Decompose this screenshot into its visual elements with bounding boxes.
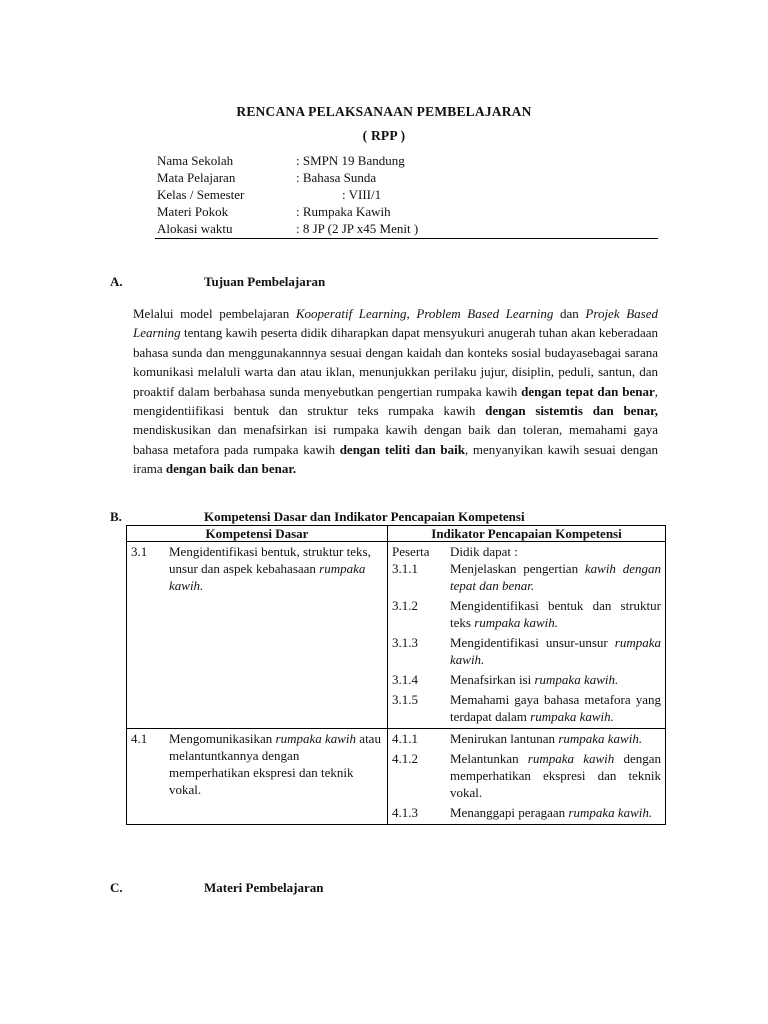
identity-label: Mata Pelajaran bbox=[157, 170, 236, 185]
text-run: Melalui model pembelajaran bbox=[133, 306, 296, 321]
text-run: , menyanyikan kawih sesuai dengan irama bbox=[133, 441, 658, 477]
indicator-item bbox=[392, 730, 661, 747]
column-header-kd: Kompetensi Dasar bbox=[127, 526, 388, 542]
text-run: , mengidentiifikasi bentuk dan struktur teks rumpaka kawih bbox=[133, 383, 658, 419]
identity-row-time bbox=[157, 220, 658, 237]
identity-value: : Bahasa Sunda bbox=[296, 170, 377, 185]
indicator-text bbox=[450, 691, 661, 725]
indicator-text bbox=[450, 560, 661, 594]
indicator-item bbox=[392, 671, 661, 688]
indicator-code: 3.1.3 bbox=[392, 635, 418, 650]
text-run: Menafsirkan isi bbox=[450, 672, 535, 687]
italic-text: kawih dengan tepat dan benar. bbox=[450, 561, 661, 593]
indicator-cell bbox=[388, 729, 666, 825]
indicator-code: 3.1.5 bbox=[392, 692, 418, 707]
text-run: Mengomunikasikan bbox=[169, 731, 276, 746]
identity-row-subject bbox=[157, 169, 658, 186]
table-row bbox=[127, 542, 666, 729]
indicator-cell bbox=[388, 542, 666, 729]
kd-cell bbox=[127, 542, 388, 729]
italic-text: rumpaka kawih. bbox=[474, 615, 558, 630]
document-subtitle: ( RPP ) bbox=[362, 128, 406, 143]
indicator-code: 4.1.3 bbox=[392, 805, 418, 820]
text-run: Memahami gaya bahasa metafora yang terdapat dalam bbox=[450, 692, 661, 724]
text-run: Menirukan lantunan bbox=[450, 731, 559, 746]
objective-paragraph bbox=[133, 304, 658, 479]
text-run: Mengidentifikasi unsur-unsur bbox=[450, 635, 615, 650]
indicator-code: 3.1.2 bbox=[392, 598, 418, 613]
table-row bbox=[127, 729, 666, 825]
text-run: tentang kawih peserta didik diharapkan dapat mensyukuri anugerah tuhan akan keberadaan bahasa sunda dan menggunakannnya sesuai dengan kaidah dan konteks sosial budayasebagai sarana komunikasi melaluli warta dan atau iklan, menunjukkan perilaku jujur, disiplin, peduli, santun, dan proaktif dalam berbahasa sunda menyebutkan pengertian rumpaka kawih bbox=[133, 325, 658, 399]
kd-text bbox=[169, 543, 383, 594]
indicator-item bbox=[392, 750, 661, 801]
identity-value: : VIII/1 bbox=[342, 187, 382, 202]
section-a-title: Tujuan Pembelajaran bbox=[204, 274, 326, 289]
identity-label: Kelas / Semester bbox=[157, 187, 245, 202]
bold-text: dengan sistemtis dan benar, bbox=[485, 403, 659, 419]
identity-label: Materi Pokok bbox=[157, 204, 229, 219]
identity-value: : Rumpaka Kawih bbox=[296, 204, 391, 219]
text-run: Melantunkan bbox=[450, 751, 528, 766]
column-header-indicator: Indikator Pencapaian Kompetensi bbox=[388, 526, 666, 542]
text-run: Menanggapi peragaan bbox=[450, 805, 569, 820]
italic-text: rumpaka kawih. bbox=[530, 709, 614, 724]
indicator-item bbox=[392, 560, 661, 594]
italic-text: Problem Based Learning bbox=[416, 306, 554, 321]
text-run: dan bbox=[553, 306, 586, 321]
indicator-text bbox=[450, 730, 661, 747]
italic-text: rumpaka kawih. bbox=[568, 805, 653, 820]
indicator-item bbox=[392, 691, 661, 725]
competency-table bbox=[126, 525, 666, 825]
indicator-code: 3.1.4 bbox=[392, 672, 418, 687]
kd-cell bbox=[127, 729, 388, 825]
identity-row-topic bbox=[157, 203, 658, 220]
italic-text: rumpaka kawih bbox=[275, 731, 357, 746]
indicator-intro bbox=[392, 543, 661, 560]
kd-code: 4.1 bbox=[131, 731, 148, 746]
indicator-code: 4.1.2 bbox=[392, 751, 418, 766]
text-run: Menjelaskan pengertian bbox=[450, 561, 585, 576]
indicator-text bbox=[450, 597, 661, 631]
indicator-text bbox=[450, 750, 661, 801]
indicator-intro-text: Didik dapat : bbox=[450, 544, 518, 559]
text-run: dengan memperhatikan ekspresi dan teknik vokal. bbox=[450, 751, 661, 800]
section-c-letter: C. bbox=[110, 880, 123, 895]
identity-value: : 8 JP (2 JP x45 Menit ) bbox=[296, 221, 419, 236]
identity-row-school bbox=[157, 152, 658, 169]
identity-value: : SMPN 19 Bandung bbox=[296, 153, 405, 168]
italic-text: Kooperatif Learning, bbox=[295, 306, 410, 321]
section-c-title: Materi Pembelajaran bbox=[204, 880, 324, 895]
identity-row-class bbox=[157, 186, 658, 203]
identity-label: Nama Sekolah bbox=[157, 153, 234, 168]
text-run: atau melantuntkannya dengan memperhatikan ekspresi dan teknik vokal. bbox=[169, 731, 381, 797]
indicator-intro-label: Peserta bbox=[392, 544, 430, 559]
section-a-letter: A. bbox=[110, 274, 123, 289]
bold-text: dengan teliti dan baik bbox=[339, 441, 465, 457]
italic-text: rumpaka kawih bbox=[527, 751, 615, 766]
bold-text: dengan baik dan benar. bbox=[165, 461, 297, 477]
indicator-item bbox=[392, 597, 661, 631]
text-run: Mengidentifikasi bentuk, struktur teks, unsur dan aspek kebahasaan bbox=[169, 544, 371, 576]
indicator-text bbox=[450, 671, 661, 688]
indicator-text bbox=[450, 634, 661, 668]
header-divider bbox=[155, 238, 658, 239]
italic-text: Projek Based Learning bbox=[133, 306, 658, 341]
identity-label: Alokasi waktu bbox=[157, 221, 233, 236]
document-title: RENCANA PELAKSANAAN PEMBELAJARAN bbox=[236, 104, 532, 119]
kd-text bbox=[169, 730, 383, 798]
text-run: Mengidentifikasi bentuk dan struktur teks bbox=[450, 598, 661, 630]
indicator-item bbox=[392, 804, 661, 821]
indicator-code: 4.1.1 bbox=[392, 731, 418, 746]
section-b-title: Kompetensi Dasar dan Indikator Pencapaian Kompetensi bbox=[204, 509, 525, 524]
kd-code: 3.1 bbox=[131, 544, 148, 559]
indicator-item bbox=[392, 634, 661, 668]
italic-text: rumpaka kawih. bbox=[534, 672, 619, 687]
indicator-code: 3.1.1 bbox=[392, 561, 418, 576]
indicator-text bbox=[450, 804, 661, 821]
italic-text: rumpaka kawih. bbox=[450, 635, 661, 667]
italic-text: rumpaka kawih. bbox=[169, 561, 366, 593]
text-run: mendiskusikan dan menafsirkan isi rumpaka kawih dengan baik dan toleran, memahami gaya bahasa metafora pada rumpaka kawih bbox=[133, 422, 658, 457]
italic-text: rumpaka kawih. bbox=[558, 731, 643, 746]
section-b-letter: B. bbox=[110, 509, 122, 524]
identity-block bbox=[157, 152, 658, 237]
bold-text: dengan tepat dan benar bbox=[521, 383, 655, 399]
table-header-row bbox=[127, 526, 666, 542]
